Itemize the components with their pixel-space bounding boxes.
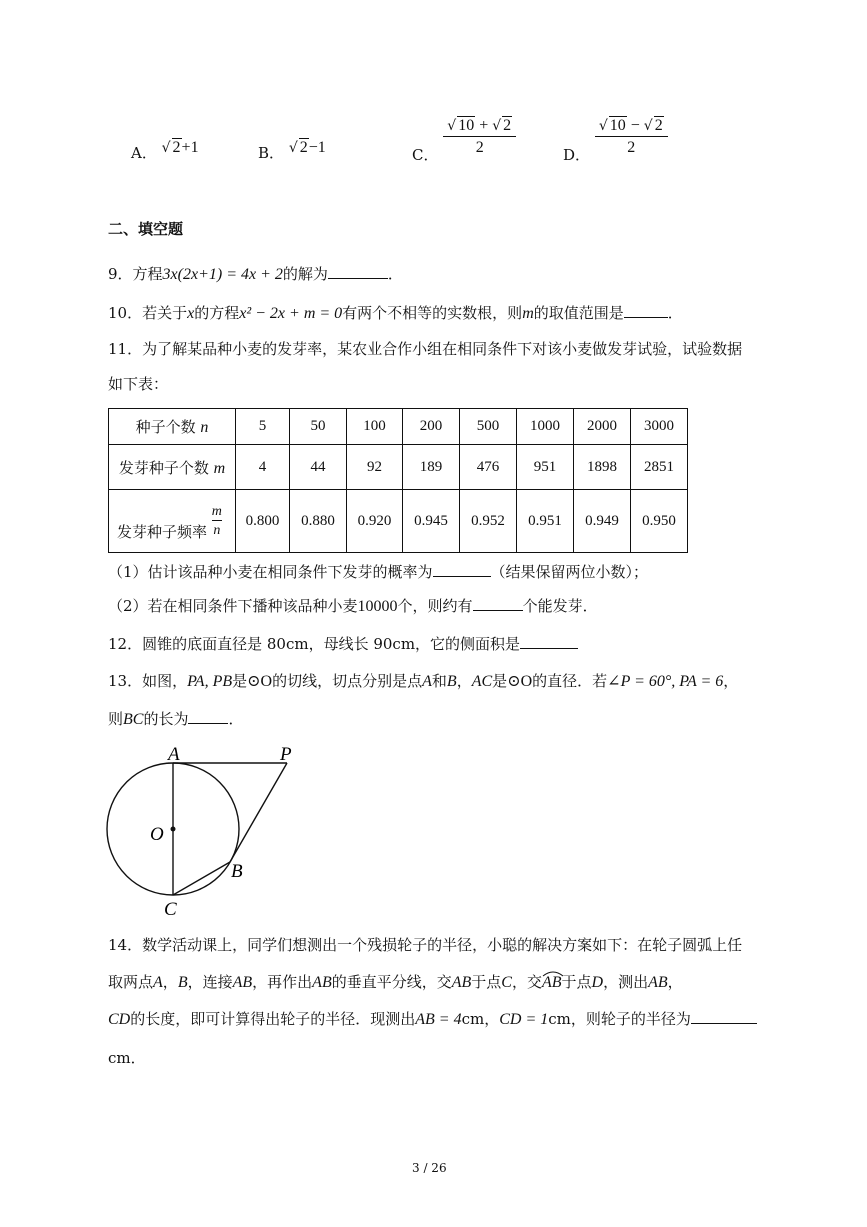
question-12: 12．圆锥的底面直径是 80cm，母线长 90cm，它的侧面积是 xyxy=(108,633,578,654)
table-cell: 951 xyxy=(517,445,574,490)
table-cell: 0.950 xyxy=(631,490,688,553)
option-a xyxy=(131,139,199,163)
row-label-germinated: 发芽种子个数 m xyxy=(109,445,236,490)
option-d-fraction: $\frac{√ 10 - √ 2}{2}$ xyxy=(595,116,668,157)
question-14-line2: 取两点A，B，连接AB，再作出AB的垂直平分线，交AB于点C，交 AB于点D，测出AB， xyxy=(108,973,683,991)
table-cell: 0.949 xyxy=(574,490,631,553)
option-c xyxy=(412,116,516,164)
figure-label-o: O xyxy=(150,824,164,845)
q9-equation: 3x(2x+1) = 4x + 2 xyxy=(162,266,283,283)
table-cell: 92 xyxy=(347,445,403,490)
question-14-line1: 14．数学活动课上，同学们想测出一个残损轮子的半径，小聪的解决方案如下：在轮子圆弧上任 xyxy=(108,936,743,954)
q14-answer-blank xyxy=(691,1009,757,1024)
option-b-expr: √ 2−1 xyxy=(288,139,326,156)
table-cell: 500 xyxy=(460,409,517,445)
question-13-line2: 则BC的长为 ． xyxy=(108,710,244,728)
table-cell: 50 xyxy=(290,409,347,445)
table-cell: 0.945 xyxy=(403,490,460,553)
row-label-seeds: 种子个数 n xyxy=(109,409,236,445)
q11-sub2-blank xyxy=(473,596,523,611)
option-a-expr: √ 2+1 xyxy=(161,139,199,156)
table-cell: 5 xyxy=(236,409,290,445)
q9-answer-blank xyxy=(328,264,388,279)
option-b xyxy=(258,139,326,163)
question-14-line3: CD的长度，即可计算得出轮子的半径．现测出AB = 4cm，CD = 1cm，则轮子的半径为 xyxy=(108,1008,757,1029)
table-cell: 44 xyxy=(290,445,347,490)
table-cell: 3000 xyxy=(631,409,688,445)
question-11-sub1: （1）估计该品种小麦在相同条件下发芽的概率为 （结果保留两位小数）； xyxy=(108,563,649,581)
option-a-letter: A． xyxy=(131,144,157,162)
q10-answer-blank xyxy=(624,303,668,318)
table-cell: 200 xyxy=(403,409,460,445)
table-cell: 0.920 xyxy=(347,490,403,553)
q13-answer-blank xyxy=(188,709,228,724)
table-cell: 476 xyxy=(460,445,517,490)
table-cell: 2000 xyxy=(574,409,631,445)
option-c-letter: C． xyxy=(412,146,439,164)
table-cell: 0.800 xyxy=(236,490,290,553)
figure-label-a: A xyxy=(168,744,180,765)
table-cell: 0.952 xyxy=(460,490,517,553)
question-14-line4: cm． xyxy=(108,1049,146,1067)
q10-equation: x² − 2x + m = 0 xyxy=(239,305,343,322)
germination-table xyxy=(108,408,688,553)
table-cell: 100 xyxy=(347,409,403,445)
q12-answer-blank xyxy=(520,634,578,649)
table-cell: 1000 xyxy=(517,409,574,445)
table-cell: 4 xyxy=(236,445,290,490)
table-cell: 0.951 xyxy=(517,490,574,553)
option-c-fraction: $\frac{√ 10 + √ 2}{2}$ xyxy=(443,116,516,157)
row-label-frequency: 发芽种子频率 $\frac{m}{n}$ xyxy=(109,490,236,553)
table-cell: 1898 xyxy=(574,445,631,490)
option-d xyxy=(563,116,668,164)
table-row xyxy=(109,445,688,490)
question-9: 9．方程3x(2x+1) = 4x + 2的解为 ． xyxy=(108,265,403,283)
question-11-line1: 11．为了解某品种小麦的发芽率，某农业合作小组在相同条件下对该小麦做发芽试验，试验数据 xyxy=(108,340,743,358)
question-10: 10．若关于x的方程x² − 2x + m = 0有两个不相等的实数根，则m的取值范围是 ． xyxy=(108,304,683,322)
page-number: 3 / 26 xyxy=(412,1161,447,1175)
option-b-letter: B． xyxy=(258,144,285,162)
option-d-letter: D． xyxy=(563,146,591,164)
question-13-line1: 13．如图，PA, PB是⊙O的切线，切点分别是点A和B，AC是⊙O的直径．若∠P = 60°, PA = 6， xyxy=(108,672,739,690)
figure-label-b: B xyxy=(231,861,243,882)
question-11-sub2: （2）若在相同条件下播种该品种小麦10000个，则约有 个能发芽． xyxy=(108,597,598,615)
question-11-line2: 如下表： xyxy=(108,375,169,393)
section-title: 二、填空题 xyxy=(108,220,184,238)
figure-label-c: C xyxy=(164,899,177,920)
arc-ab: AB xyxy=(541,974,562,991)
table-cell: 189 xyxy=(403,445,460,490)
table-cell: 2851 xyxy=(631,445,688,490)
table-row xyxy=(109,490,688,553)
figure-label-p: P xyxy=(280,744,292,765)
q11-sub1-blank xyxy=(433,562,491,577)
table-cell: 0.880 xyxy=(290,490,347,553)
tangent-circle-figure xyxy=(100,740,310,920)
table-row xyxy=(109,409,688,445)
